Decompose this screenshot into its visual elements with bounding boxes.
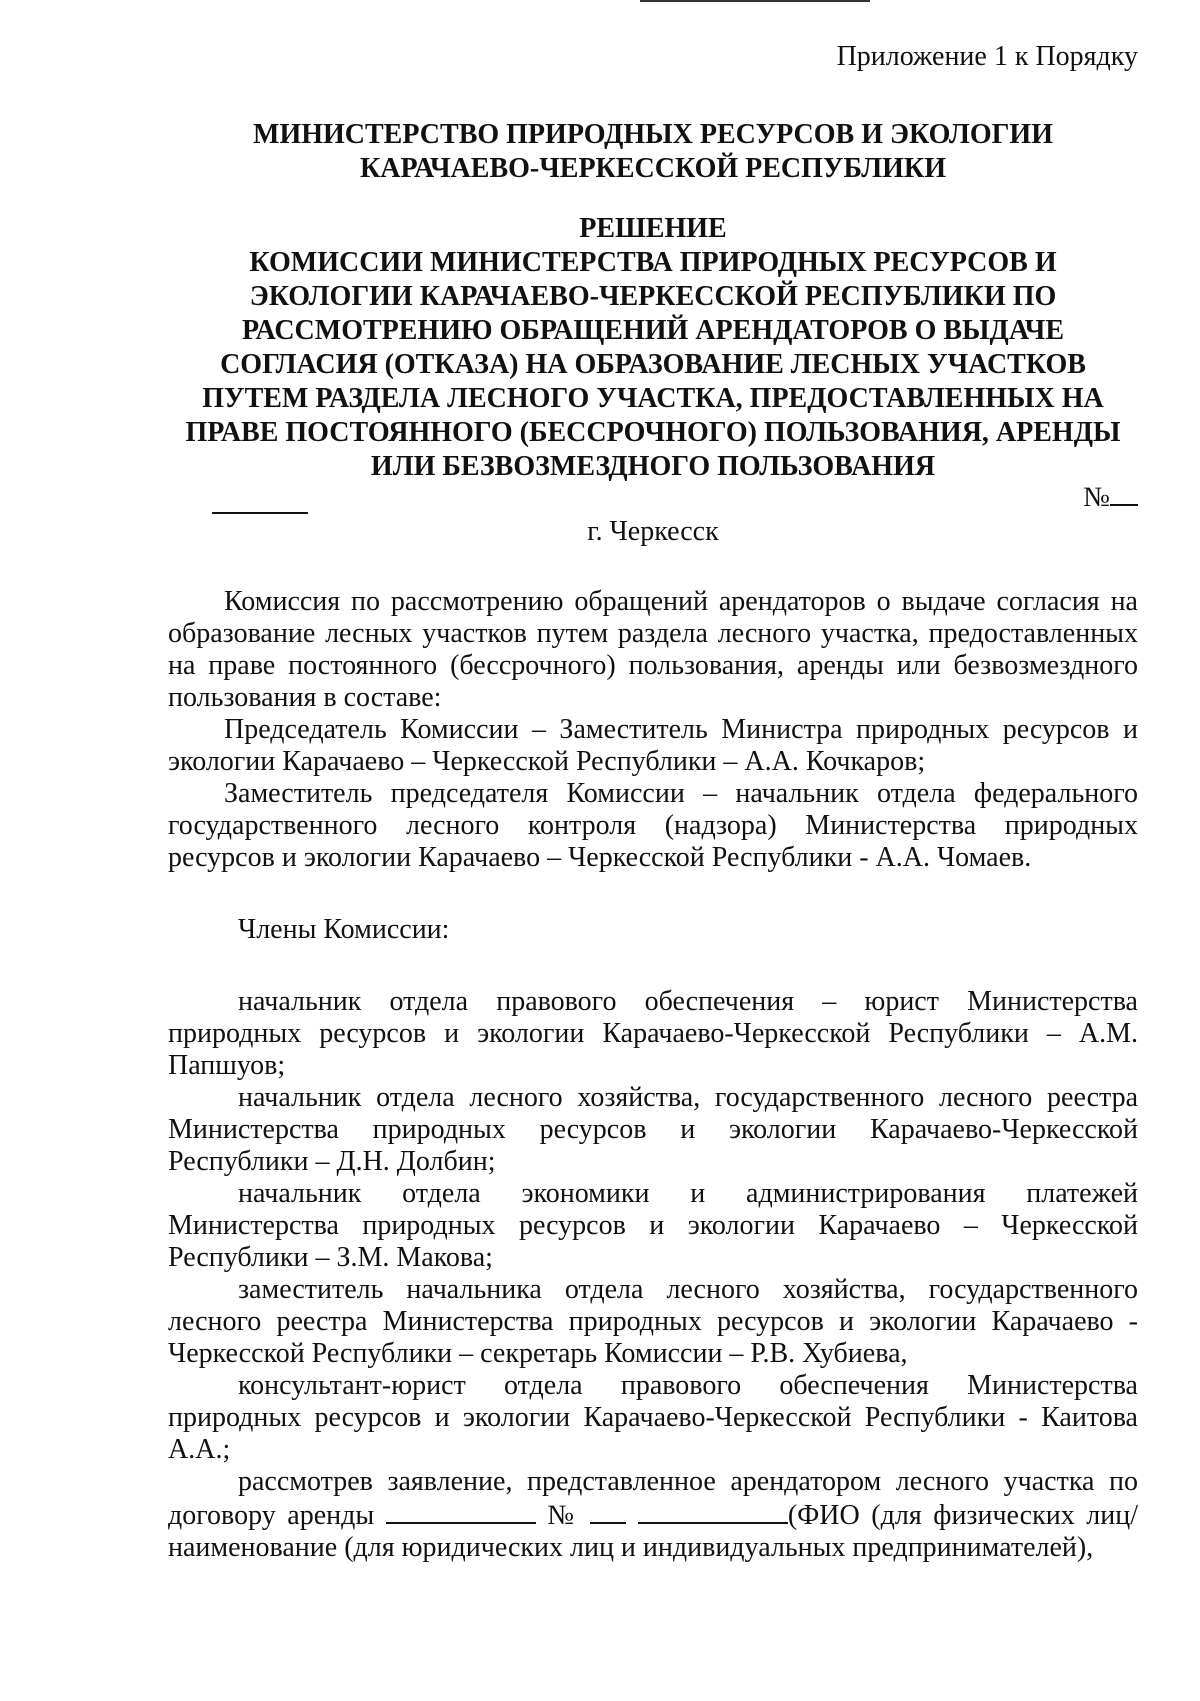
decision-number <box>1083 482 1138 513</box>
document-body <box>168 586 1138 1564</box>
decision-heading-line: ПУТЕМ РАЗДЕЛА ЛЕСНОГО УЧАСТКА, ПРЕДОСТАВЛЕННЫХ НА <box>202 383 1104 414</box>
document-page <box>168 40 1138 1564</box>
ministry-heading <box>168 118 1138 186</box>
number-blank <box>1110 482 1138 506</box>
intro-paragraph: Комиссия по рассмотрению обращений арендаторов о выдаче согласия на образование лесных участков путем раздела лесного участка, предоставленных на праве постоянного (бессрочного) пользования, аренды или безвозмездного пользования в составе: <box>168 586 1138 713</box>
ministry-heading-line: МИНИСТЕРСТВО ПРИРОДНЫХ РЕСУРСОВ И ЭКОЛОГИИ <box>253 119 1053 150</box>
considered-text: рассмотрев заявление, представленное арендатором лесного участка по договору аренды <box>168 1466 1138 1531</box>
ministry-heading-line: КАРАЧАЕВО-ЧЕРКЕССКОЙ РЕСПУБЛИКИ <box>359 153 947 184</box>
member-paragraph: начальник отдела правового обеспечения – юрист Министерства природных ресурсов и экологии Карачаево-Черкесской Республики – А.М. Папшуов; <box>168 986 1138 1081</box>
member-paragraph: заместитель начальника отдела лесного хозяйства, государственного лесного реестра Министерства природных ресурсов и экологии Карачаево - Черкесской Республики – секретарь Комиссии – Р.В. Хубиева, <box>168 1274 1138 1369</box>
considered-text: (ФИО (для физических лиц/наименование (для юридических лиц и индивидуальных предпринимателей), <box>168 1500 1139 1563</box>
city-label: г. Черкесск <box>587 516 719 547</box>
decision-title: РЕШЕНИЕ <box>579 213 727 244</box>
contract-date-blank <box>386 1498 536 1524</box>
member-paragraph: начальник отдела лесного хозяйства, государственного лесного реестра Министерства природных ресурсов и экологии Карачаево-Черкесской Республики – Д.Н. Долбин; <box>168 1082 1138 1177</box>
top-edge-mark <box>640 0 870 5</box>
deputy-paragraph: Заместитель председателя Комиссии – начальник отдела федерального государственного лесного контроля (надзора) Министерства природных ресурсов и экологии Карачаево – Черкесской Республики - А.А. Чомаев. <box>168 778 1138 873</box>
member-paragraph: начальник отдела экономики и администрирования платежей Министерства природных ресурсов и экологии Карачаево – Черкесской Республики – З.М. Макова; <box>168 1178 1138 1273</box>
decision-heading-line: КОМИССИИ МИНИСТЕРСТВА ПРИРОДНЫХ РЕСУРСОВ И <box>249 247 1057 278</box>
members-title: Члены Комиссии: <box>238 914 450 945</box>
considered-paragraph <box>168 1466 1138 1564</box>
members-list <box>168 986 1138 1564</box>
date-number-row <box>168 482 1138 514</box>
chairman-paragraph: Председатель Комиссии – Заместитель Министра природных ресурсов и экологии Карачаево – Черкесской Республики – А.А. Кочкаров; <box>168 714 1138 777</box>
tenant-name-blank <box>638 1498 788 1524</box>
number-sign: № <box>1083 482 1110 513</box>
decision-heading-line: РАССМОТРЕНИЮ ОБРАЩЕНИЙ АРЕНДАТОРОВ О ВЫДАЧЕ <box>241 315 1065 346</box>
decision-heading <box>168 212 1138 484</box>
decision-heading-line: ИЛИ БЕЗВОЗМЕЗДНОГО ПОЛЬЗОВАНИЯ <box>370 451 936 482</box>
date-blank <box>212 512 308 514</box>
contract-number-blank <box>590 1498 626 1524</box>
appendix-label: Приложение 1 к Порядку <box>836 41 1138 72</box>
member-paragraph: консультант-юрист отдела правового обеспечения Министерства природных ресурсов и экологии Карачаево-Черкесской Республики - Каитова А.А.; <box>168 1370 1138 1465</box>
decision-heading-line: ПРАВЕ ПОСТОЯННОГО (БЕССРОЧНОГО) ПОЛЬЗОВАНИЯ, АРЕНДЫ <box>185 417 1121 448</box>
considered-number-text: № <box>535 1500 591 1531</box>
decision-heading-line: СОГЛАСИЯ (ОТКАЗА) НА ОБРАЗОВАНИЕ ЛЕСНЫХ УЧАСТКОВ <box>220 349 1086 380</box>
decision-heading-line: ЭКОЛОГИИ КАРАЧАЕВО-ЧЕРКЕССКОЙ РЕСПУБЛИКИ ПО <box>249 281 1057 312</box>
